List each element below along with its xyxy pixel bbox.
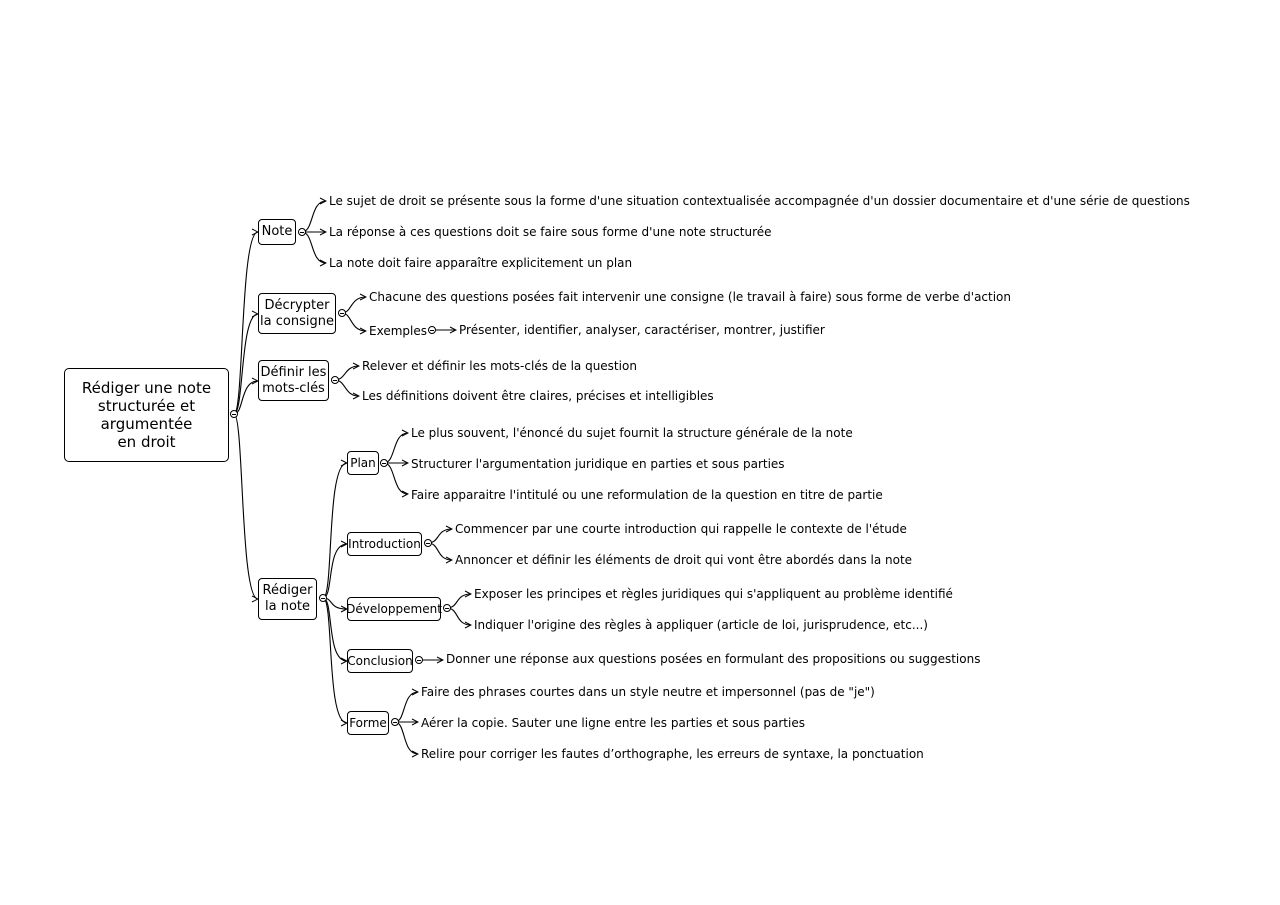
node-label: la note [265, 599, 310, 614]
collapse-toggle-icon[interactable] [391, 718, 399, 726]
leaf-text: Faire des phrases courtes dans un style neutre et impersonnel (pas de "je") [421, 685, 875, 699]
node-decrypter[interactable] [258, 293, 336, 334]
collapse-toggle-icon[interactable] [424, 539, 432, 547]
node-label: Définir les [260, 364, 327, 380]
leaf-text: Structurer l'argumentation juridique en parties et sous parties [411, 457, 785, 471]
node-conclusion[interactable] [347, 649, 413, 673]
collapse-toggle-icon[interactable] [331, 376, 339, 384]
root-line: structurée et [97, 397, 196, 415]
collapse-toggle-icon[interactable] [230, 410, 238, 418]
node-label: Introduction [348, 536, 421, 551]
leaf-text: Relever et définir les mots-clés de la question [362, 359, 637, 373]
node-label: Conclusion [347, 653, 413, 668]
leaf-text: Faire apparaitre l'intitulé ou une reformulation de la question en titre de partie [411, 488, 883, 502]
leaf-text: Chacune des questions posées fait intervenir une consigne (le travail à faire) sous forme de verbe d'action [369, 290, 1011, 304]
node-developpement[interactable] [347, 597, 441, 621]
node-label: mots-clés [262, 380, 325, 396]
leaf-exemples: Exemples [369, 324, 427, 338]
leaf-text: Les définitions doivent être claires, précises et intelligibles [362, 389, 714, 403]
node-note[interactable] [258, 219, 296, 245]
leaf-text: Indiquer l'origine des règles à appliquer (article de loi, jurisprudence, etc...) [474, 618, 928, 632]
collapse-toggle-icon[interactable] [443, 604, 451, 612]
node-label: la consigne [260, 313, 334, 329]
root-line: en droit [117, 433, 176, 451]
node-label: Note [261, 224, 293, 240]
collapse-toggle-icon[interactable] [338, 309, 346, 317]
leaf-text: Commencer par une courte introduction qui rappelle le contexte de l'étude [455, 522, 907, 536]
root-node[interactable] [64, 368, 229, 462]
leaf-text: Annoncer et définir les éléments de droit qui vont être abordés dans la note [455, 553, 913, 567]
node-label: Rédiger [262, 583, 313, 599]
node-plan[interactable] [347, 451, 379, 475]
leaf-text: Exposer les principes et règles juridiques qui s'appliquent au problème identifié [474, 587, 953, 601]
node-forme[interactable] [347, 711, 389, 735]
collapse-toggle-icon[interactable] [428, 326, 436, 334]
node-rediger[interactable] [258, 578, 317, 620]
collapse-toggle-icon[interactable] [415, 656, 423, 664]
leaf-text: La réponse à ces questions doit se faire sous forme d'une note structurée [329, 225, 772, 239]
node-label: Décrypter [264, 297, 330, 313]
node-label: Forme [349, 715, 387, 730]
leaf-text: Présenter, identifier, analyser, caractériser, montrer, justifier [459, 323, 825, 337]
root-line: argumentée [100, 415, 193, 433]
leaf-text: Donner une réponse aux questions posées en formulant des propositions ou suggestions [446, 652, 981, 666]
leaf-text: Aérer la copie. Sauter une ligne entre les parties et sous parties [421, 716, 805, 730]
leaf-text: Le plus souvent, l'énoncé du sujet fournit la structure générale de la note [411, 426, 853, 440]
node-label: Plan [350, 455, 376, 470]
node-label: Développement [346, 601, 442, 616]
collapse-toggle-icon[interactable] [380, 459, 388, 467]
collapse-toggle-icon[interactable] [319, 594, 327, 602]
leaf-text: Le sujet de droit se présente sous la forme d'une situation contextualisée accompagnée d'un dossier documentaire et d'une série de questions [329, 194, 1190, 208]
node-definir[interactable] [258, 360, 329, 401]
leaf-text: La note doit faire apparaître explicitement un plan [329, 256, 633, 270]
leaf-text: Relire pour corriger les fautes d’orthographe, les erreurs de syntaxe, la ponctuation [421, 747, 924, 761]
collapse-toggle-icon[interactable] [298, 228, 306, 236]
node-introduction[interactable] [347, 532, 422, 556]
root-line: Rédiger une note [81, 379, 212, 397]
